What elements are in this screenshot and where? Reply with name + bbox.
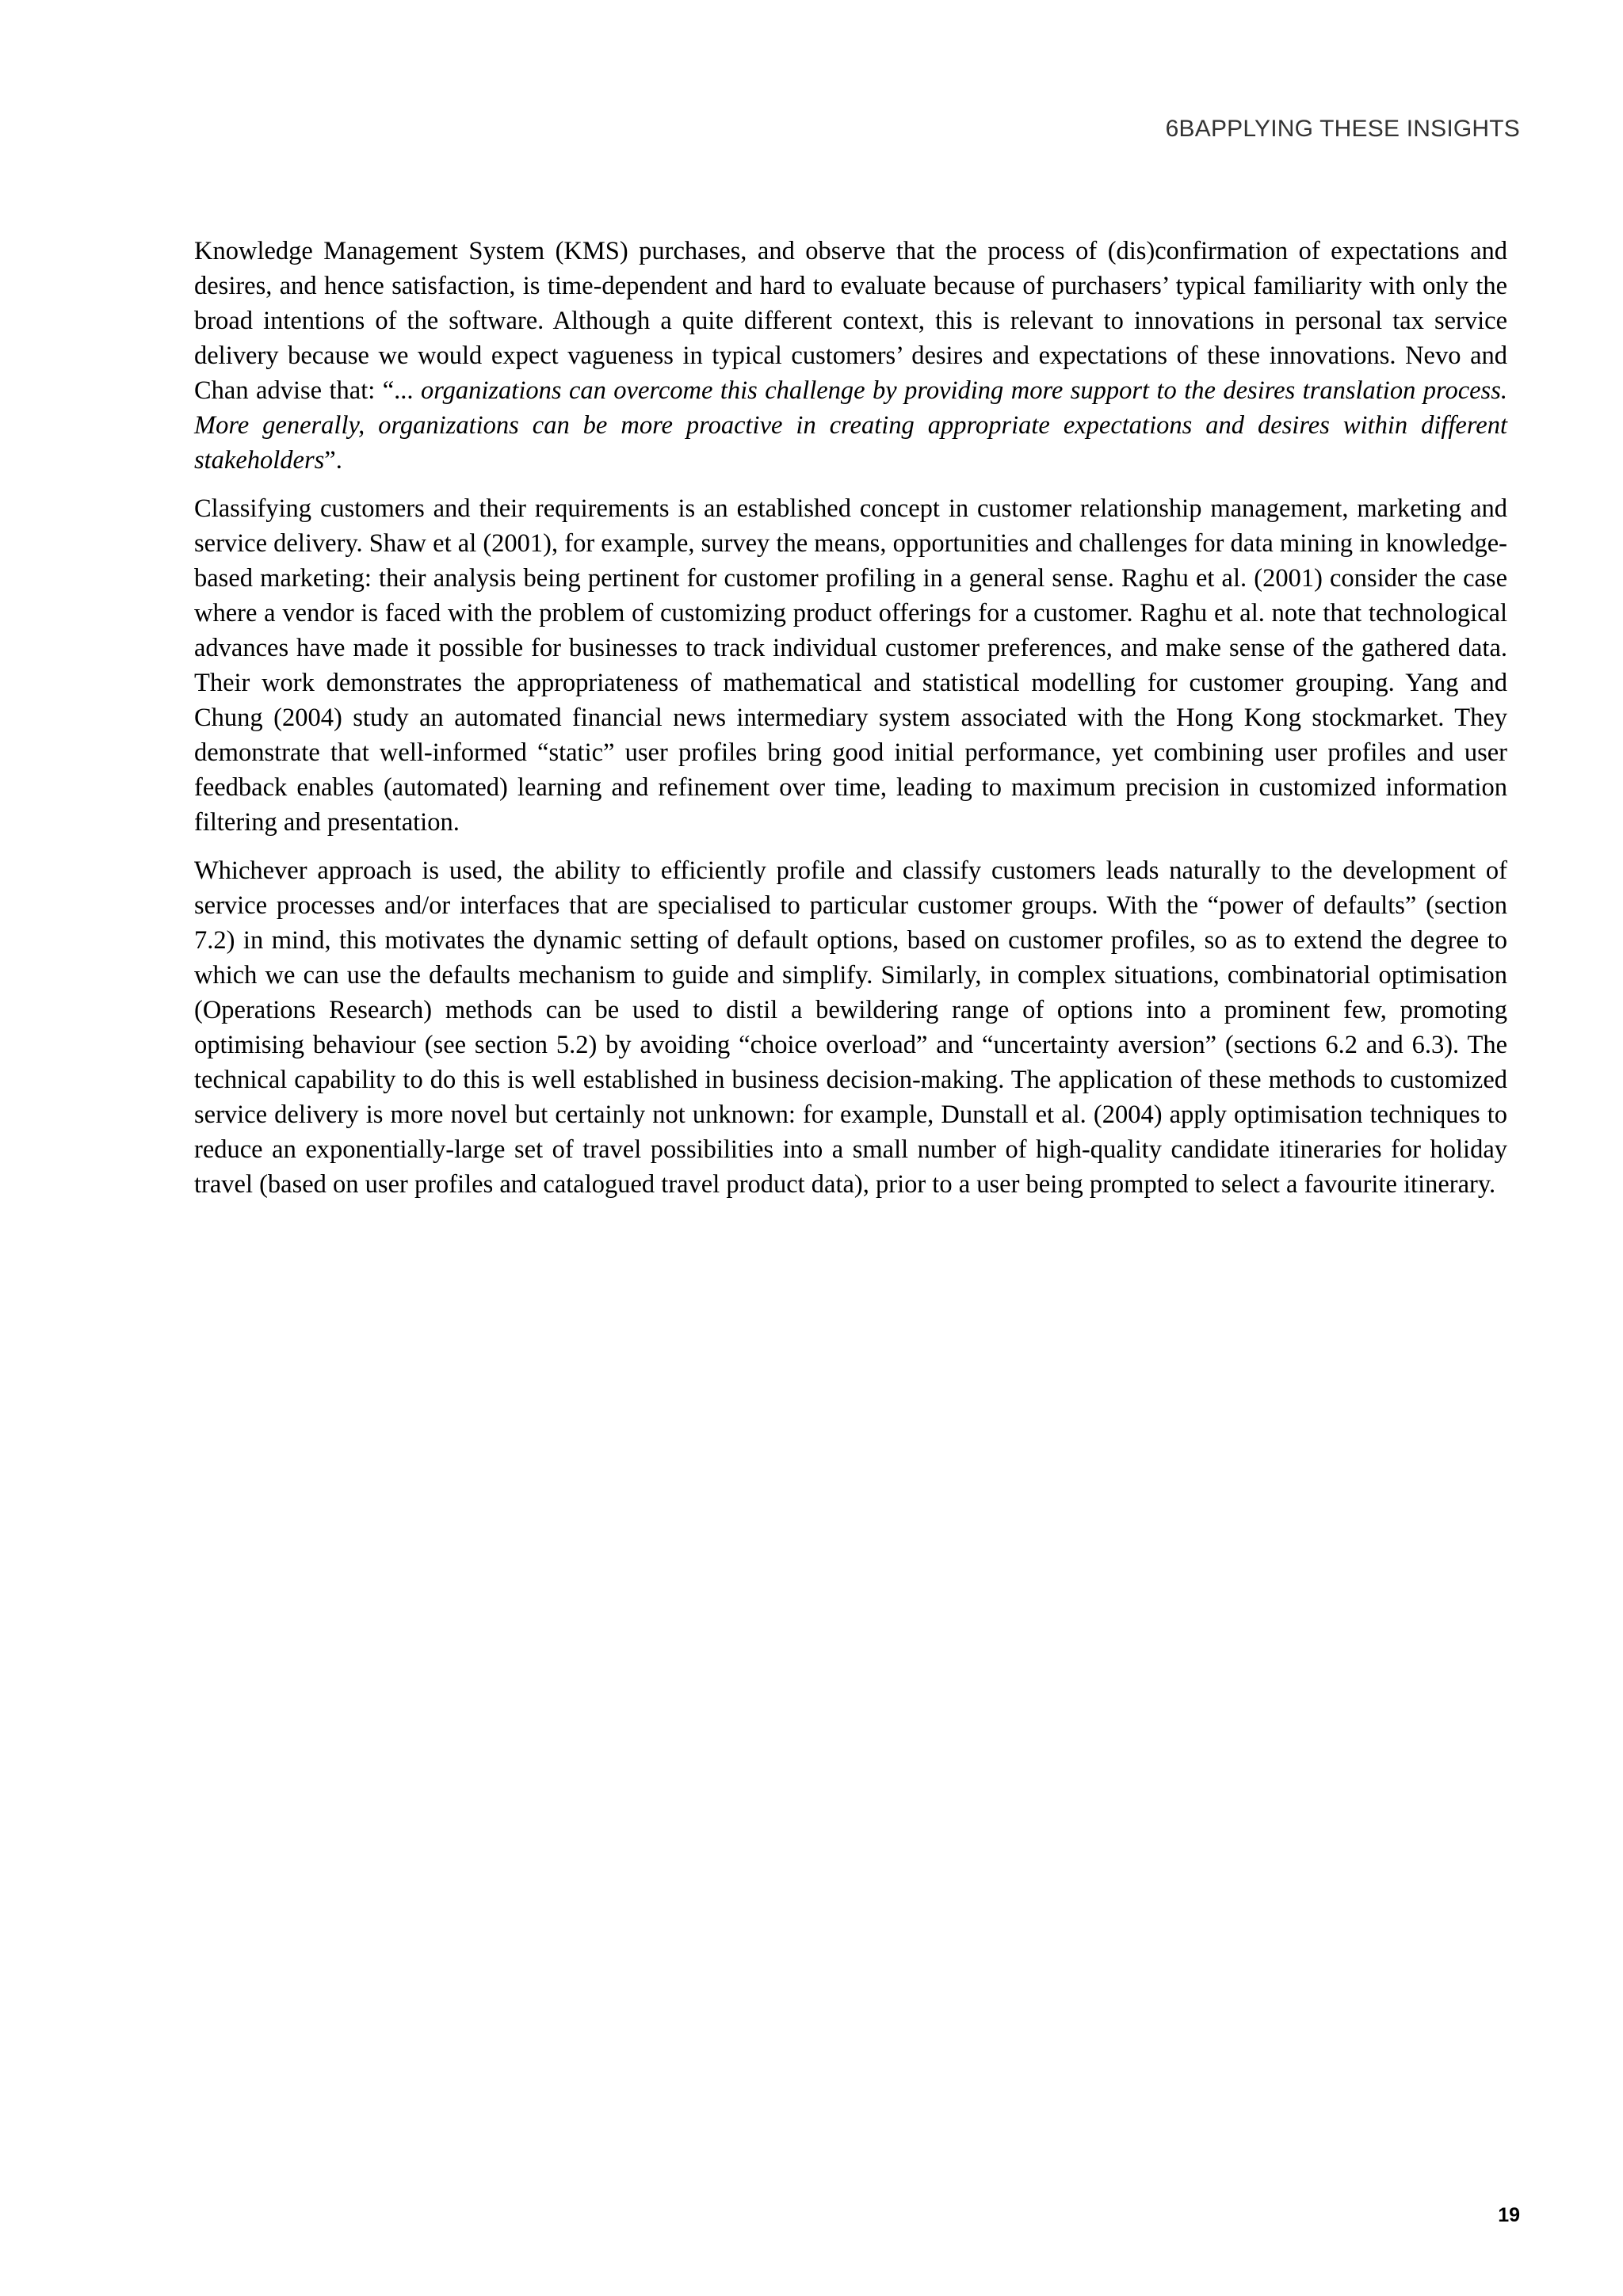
- paragraph-text: Knowledge Management System (KMS) purchases, and observe that the process of (dis)confirmation of expectations and desires, and hence satisfaction, is time-dependent and hard to evaluate because of purchasers’ typical familiarity with only the broad intentions of the software. Although a quite different context, this is relevant to innovations in personal tax service delivery because we would expect vagueness in typical customers’ desires and expectations of these innovations. Nevo and Chan advise that: “...: [194, 237, 1507, 405]
- page-number: 19: [1498, 2204, 1520, 2226]
- paragraph: Classifying customers and their requirements is an established concept in customer relationship management, marketing and service delivery. Shaw et al (2001), for example, survey the means, opportunities and challenges for data mining in knowledge-based marketing: their analysis being pertinent for customer profiling in a general sense. Raghu et al. (2001) consider the case where a vendor is faced with the problem of customizing product offerings for a customer. Raghu et al. note that technological advances have made it possible for businesses to track individual customer preferences, and make sense of the gathered data. Their work demonstrates the appropriateness of mathematical and statistical modelling for customer grouping. Yang and Chung (2004) study an automated financial news intermediary system associated with the Hong Kong stockmarket. They demonstrate that well-informed “static” user profiles bring good initial performance, yet combining user profiles and user feedback enables (automated) learning and refinement over time, leading to maximum precision in customized information filtering and presentation.: [194, 494, 1507, 837]
- running-header: 6BAPPLYING THESE INSIGHTS: [1165, 116, 1520, 142]
- italic-quotation: organizations can overcome this challenge by providing more support to the desires translation process. More generally, organizations can be more proactive in creating appropriate expectations and desires within different stakeholders: [194, 376, 1507, 475]
- paragraph: [194, 234, 1507, 478]
- paragraph: Whichever approach is used, the ability to efficiently profile and classify customers leads naturally to the development of service processes and/or interfaces that are specialised to particular customer groups. With the “power of defaults” (section 7.2) in mind, this motivates the dynamic setting of default options, based on customer profiles, so as to extend the degree to which we can use the defaults mechanism to guide and simplify. Similarly, in complex situations, combinatorial optimisation (Operations Research) methods can be used to distil a bewildering range of options into a prominent few, promoting optimising behaviour (see section 5.2) by avoiding “choice overload” and “uncertainty aversion” (sections 6.2 and 6.3). The technical capability to do this is well established in business decision-making. The application of these methods to customized service delivery is more novel but certainly not unknown: for example, Dunstall et al. (2004) apply optimisation techniques to reduce an exponentially-large set of travel possibilities into a small number of high-quality candidate itineraries for holiday travel (based on user profiles and catalogued travel product data), prior to a user being prompted to select a favourite itinerary.: [194, 856, 1507, 1199]
- quotation-close: ”.: [324, 446, 342, 475]
- main-text: [194, 234, 1507, 1215]
